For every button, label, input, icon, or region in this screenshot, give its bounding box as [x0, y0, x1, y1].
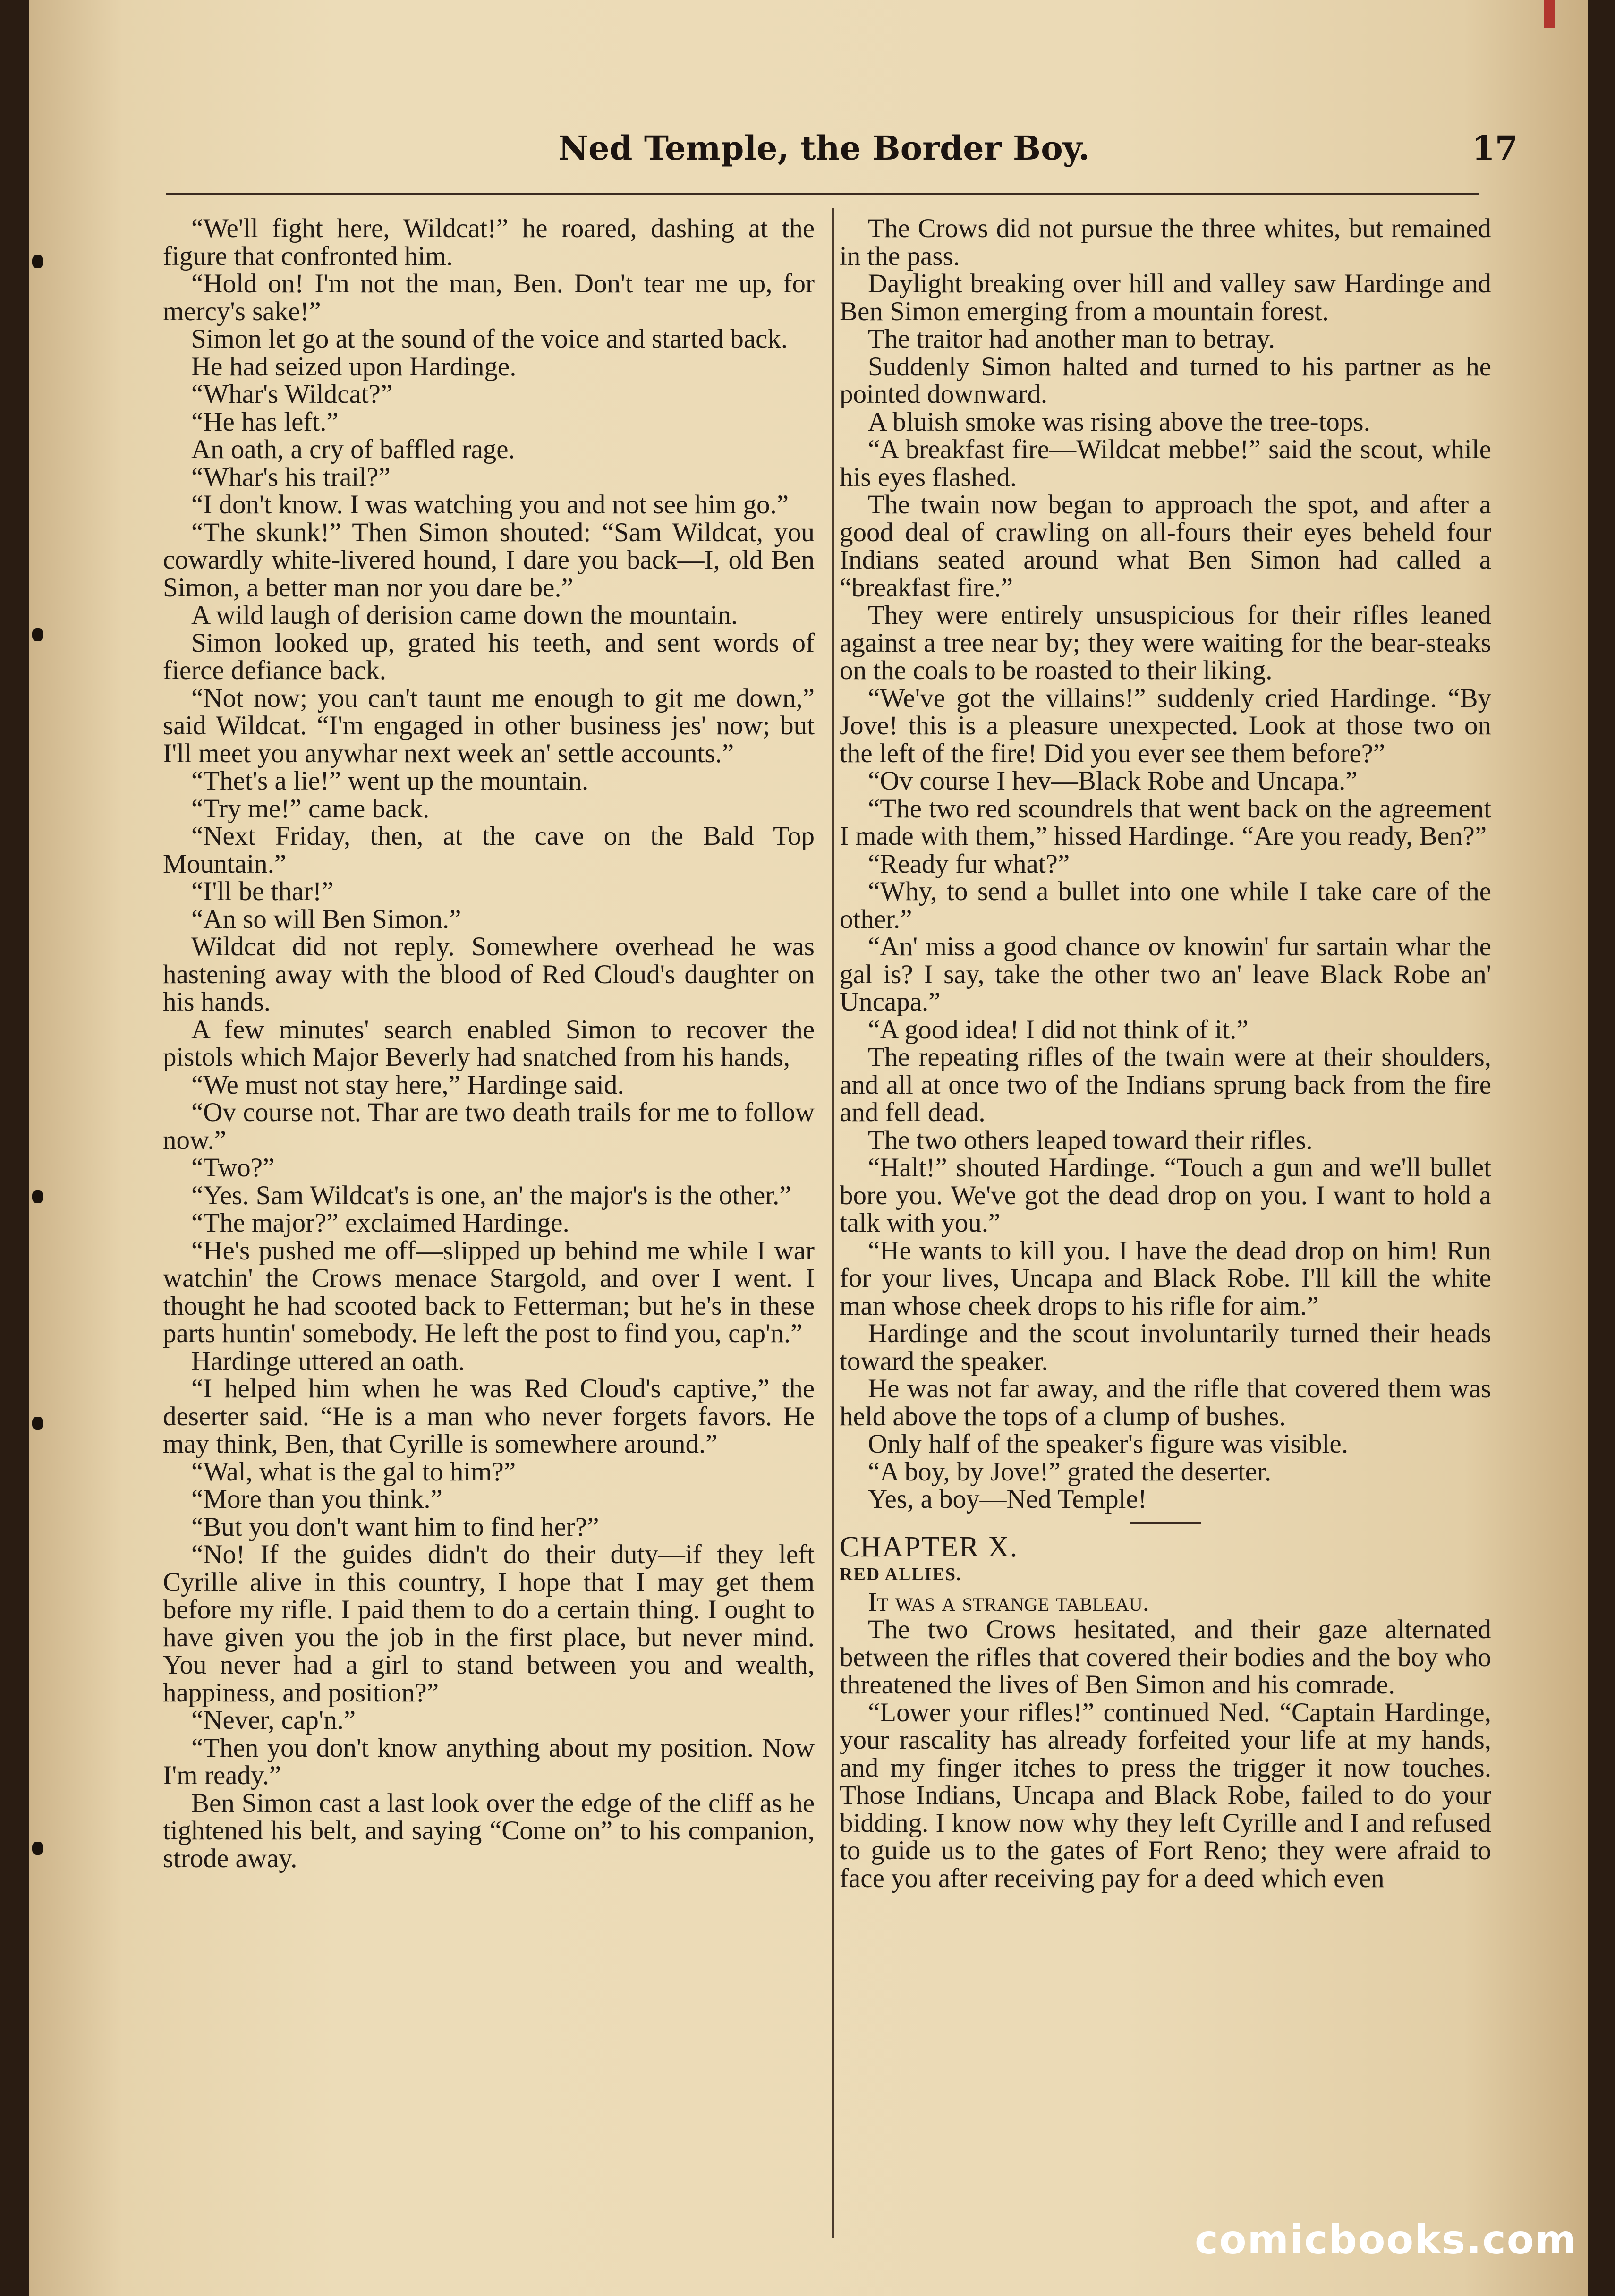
paragraph: He had seized upon Hardinge.: [191, 351, 517, 382]
paragraph: “An' miss a good chance ov knowin' fur sartain whar the gal is? I say, take the other two an' leave Black Robe an' Uncapa.”: [840, 932, 1491, 1017]
paragraph: He was not far away, and the rifle that covered them was held above the tops of a clump of bushes.: [840, 1374, 1491, 1431]
running-header-title: Ned Temple, the Border Boy.: [558, 128, 1090, 168]
paragraph: Only half of the speaker's figure was visible.: [868, 1429, 1348, 1459]
page-tab-marker: [1544, 0, 1555, 28]
page-number: 17: [1472, 128, 1518, 168]
paragraph: “We've got the villains!” suddenly cried Hardinge. “By Jove! this is a pleasure unexpected. Look at those two on the left of the fire! Did you ever see them before?”: [840, 683, 1491, 768]
paragraph: “Two?”: [191, 1153, 275, 1182]
paragraph: The two Crows hesitated, and their gaze alternated between the rifles that covered their bodies and the boy who threatened the lives of Ben Simon and his comrade.: [840, 1615, 1491, 1700]
chapter-title: CHAPTER X.: [840, 1531, 1019, 1563]
binding-hole: [32, 1842, 43, 1855]
paragraph: Ben Simon cast a last look over the edge of the cliff as he tightened his belt, and saying “Come on” to his companion, strode away.: [163, 1788, 815, 1873]
paragraph: The twain now began to approach the spot, and after a good deal of crawling on all-fours their eyes beheld four Indians seated around what Ben Simon had called a “breakfast fire.”: [840, 490, 1491, 603]
paragraph: “Whar's his trail?”: [191, 462, 391, 492]
paragraph: “An so will Ben Simon.”: [191, 904, 461, 934]
paragraph: Simon let go at the sound of the voice and started back.: [191, 324, 788, 354]
paragraph: Simon looked up, grated his teeth, and sent words of fierce defiance back.: [163, 628, 815, 685]
paragraph: “I don't know. I was watching you and not see him go.”: [191, 490, 789, 519]
paragraph: “Not now; you can't taunt me enough to git me down,” said Wildcat. “I'm engaged in other business jes' now; but I'll meet you anywhar next week an' settle accounts.”: [163, 683, 815, 768]
paragraph: “We must not stay here,” Hardinge said.: [191, 1070, 624, 1100]
paragraph: Hardinge and the scout involuntarily turned their heads toward the speaker.: [840, 1318, 1491, 1376]
paragraph: A few minutes' search enabled Simon to recover the pistols which Major Beverly had snatched from his hands,: [163, 1014, 815, 1072]
paragraph: A bluish smoke was rising above the tree-tops.: [868, 407, 1370, 437]
paragraph: “I helped him when he was Red Cloud's captive,” the deserter said. “He is a man who never forgets favors. He may think, Ben, that Cyrille is somewhere around.”: [163, 1374, 815, 1459]
paragraph: The Crows did not pursue the three whites, but remained in the pass.: [840, 213, 1491, 271]
paragraph: “Yes. Sam Wildcat's is one, an' the major's is the other.”: [191, 1180, 791, 1210]
paragraph: Wildcat did not reply. Somewhere overhead he was hastening away with the blood of Red Cloud's daughter on his hands.: [163, 932, 815, 1017]
binding-hole: [32, 1417, 43, 1430]
paragraph: “He's pushed me off—slipped up behind me while I war watchin' the Crows menace Stargold, and over I went. I thought he had scooted back to Fetterman; but he's in these parts huntin' somebody. He left the post to find you, cap'n.”: [163, 1235, 815, 1348]
paragraph: Suddenly Simon halted and turned to his partner as he pointed downward.: [840, 351, 1491, 409]
paragraph: “Thet's a lie!” went up the mountain.: [191, 766, 589, 796]
paragraph: “A boy, by Jove!” grated the deserter.: [868, 1456, 1272, 1487]
paragraph: A wild laugh of derision came down the mountain.: [191, 600, 738, 630]
right-column: [840, 215, 1491, 1892]
chapter-subtitle: RED ALLIES.: [840, 1565, 962, 1584]
paragraph: The two others leaped toward their rifles.: [868, 1125, 1313, 1155]
paragraph: An oath, a cry of baffled rage.: [191, 434, 515, 464]
paragraph: The repeating rifles of the twain were at their shoulders, and all at once two of the Indians sprung back from the fire and fell dead.: [840, 1042, 1491, 1127]
paragraph: “More than you think.”: [191, 1484, 442, 1514]
chapter-opening-paragraph: It was a strange tableau.: [868, 1587, 1149, 1617]
paragraph: “Then you don't know anything about my position. Now I'm ready.”: [163, 1733, 815, 1790]
paragraph: “We'll fight here, Wildcat!” he roared, dashing at the figure that confronted him.: [163, 213, 815, 271]
book-page: [29, 0, 1588, 2296]
paragraph: “The two red scoundrels that went back on the agreement I made with them,” hissed Hardinge. “Are you ready, Ben?”: [840, 793, 1491, 851]
paragraph: The traitor had another man to betray.: [868, 324, 1275, 354]
paragraph: “Why, to send a bullet into one while I take care of the other.”: [840, 876, 1491, 934]
paragraph: “Halt!” shouted Hardinge. “Touch a gun and we'll bullet bore you. We've got the dead drop on you. I want to hold a talk with you.”: [840, 1153, 1491, 1238]
paragraph: “Hold on! I'm not the man, Ben. Don't tear me up, for mercy's sake!”: [163, 269, 815, 326]
paragraph: “No! If the guides didn't do their duty—if they left Cyrille alive in this country, I hope that I may get them before my rifle. I paid them to do a certain thing. I ought to have given you the job in the first place, but never mind. You never had a girl to stand between you and wealth, happiness, and position?”: [163, 1539, 815, 1708]
paragraph: “Ready fur what?”: [868, 849, 1070, 879]
paragraph: Yes, a boy—Ned Temple!: [868, 1484, 1147, 1514]
left-column: [163, 215, 815, 1872]
binding-hole: [32, 1190, 43, 1203]
paragraph: “Lower your rifles!” continued Ned. “Captain Hardinge, your rascality has already forfeited your life at my hands, and my finger itches to press the trigger it now touches. Those Indians, Uncapa and Black Robe, failed to do your bidding. I know now why they left Cyrille and I and refused to guide us to the gates of Fort Reno; they were afraid to face you after receiving pay for a deed which even: [840, 1697, 1491, 1893]
paragraph: “Try me!” came back.: [191, 793, 430, 824]
paragraph: “Wal, what is the gal to him?”: [191, 1456, 516, 1487]
paragraph: “A good idea! I did not think of it.”: [868, 1014, 1249, 1045]
paragraph: Hardinge uttered an oath.: [191, 1346, 465, 1376]
paragraph: “The major?” exclaimed Hardinge.: [191, 1208, 570, 1238]
binding-hole: [32, 628, 43, 641]
paragraph: “The skunk!” Then Simon shouted: “Sam Wildcat, you cowardly white-livered hound, I dare you back—I, old Ben Simon, a better man nor you dare be.”: [163, 517, 815, 603]
header-rule: [166, 193, 1479, 195]
binding-hole: [32, 255, 43, 268]
watermark-text: comicbooks.com: [1195, 2217, 1577, 2263]
paragraph: “But you don't want him to find her?”: [191, 1512, 599, 1542]
paragraph: “Never, cap'n.”: [191, 1705, 356, 1735]
paragraph: “Next Friday, then, at the cave on the Bald Top Mountain.”: [163, 821, 815, 879]
paragraph: “Ov course not. Thar are two death trails for me to follow now.”: [163, 1097, 815, 1155]
paragraph: “A breakfast fire—Wildcat mebbe!” said the scout, while his eyes flashed.: [840, 434, 1491, 492]
paragraph: “I'll be thar!”: [191, 876, 334, 906]
paragraph: Daylight breaking over hill and valley saw Hardinge and Ben Simon emerging from a mountain forest.: [840, 269, 1491, 326]
paragraph: “Whar's Wildcat?”: [191, 379, 393, 409]
column-divider: [832, 208, 834, 2238]
chapter-separator-rule: [1130, 1522, 1201, 1524]
paragraph: They were entirely unsuspicious for their rifles leaned against a tree near by; they were waiting for the bear-steaks on the coals to be roasted to their liking.: [840, 600, 1491, 685]
paragraph: “Ov course I hev—Black Robe and Uncapa.”: [868, 766, 1358, 796]
paragraph: “He has left.”: [191, 407, 339, 437]
paragraph: “He wants to kill you. I have the dead drop on him! Run for your lives, Uncapa and Black Robe. I'll kill the white man whose cheek drops to his rifle for aim.”: [840, 1235, 1491, 1321]
